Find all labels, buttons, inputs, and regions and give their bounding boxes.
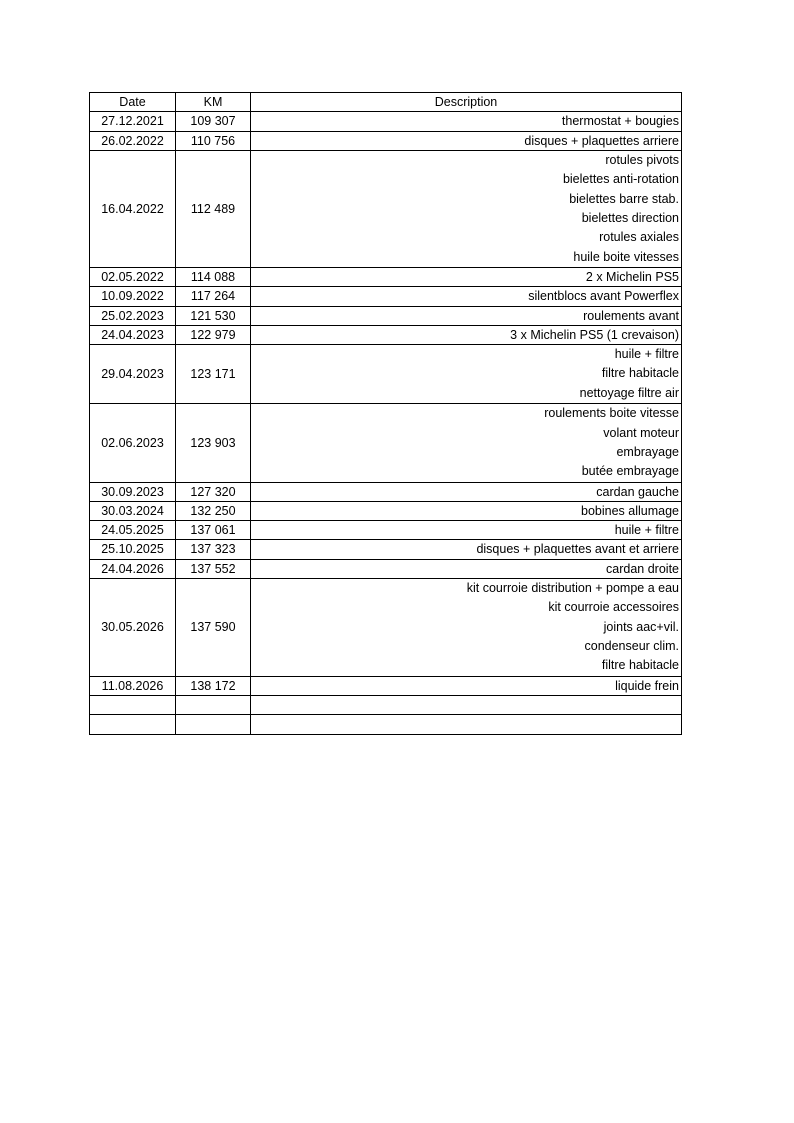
row-km: 109 307 [176,112,251,131]
row-description [251,345,682,404]
description-line: filtre habitacle [601,658,679,673]
row-km: 112 489 [176,150,251,267]
table-row [90,287,682,306]
table-row [90,715,682,734]
table-row [90,345,682,404]
table-body [90,112,682,734]
row-date: 24.04.2023 [90,325,176,344]
table-row [90,676,682,695]
row-km [176,715,251,734]
row-date: 25.10.2025 [90,540,176,559]
row-date: 26.02.2022 [90,131,176,150]
description-line: butée embrayage [581,464,679,479]
row-date: 30.09.2023 [90,482,176,501]
row-description: cardan droite [251,559,682,578]
row-km: 137 323 [176,540,251,559]
row-date: 24.05.2025 [90,521,176,540]
row-date: 30.05.2026 [90,579,176,677]
row-date: 30.03.2024 [90,501,176,520]
description-line: huile boite vitesses [573,249,679,264]
row-description [251,715,682,734]
row-date: 10.09.2022 [90,287,176,306]
row-description: liquide frein [251,676,682,695]
description-line: huile + filtre [614,347,679,362]
description-line: rotules axiales [599,230,679,245]
row-km: 110 756 [176,131,251,150]
table-row [90,696,682,715]
row-description [251,404,682,482]
description-line: roulements boite vitesse [544,406,679,421]
table-row [90,306,682,325]
row-km: 137 061 [176,521,251,540]
description-line: nettoyage filtre air [579,385,679,400]
row-date: 27.12.2021 [90,112,176,131]
table-row [90,267,682,286]
description-line: embrayage [616,444,679,459]
row-date: 29.04.2023 [90,345,176,404]
table-row [90,579,682,677]
description-line: bielettes barre stab. [569,191,679,206]
row-description [251,579,682,677]
row-km: 123 903 [176,404,251,482]
description-line: kit courroie accessoires [548,600,679,615]
row-km: 137 590 [176,579,251,677]
row-date: 11.08.2026 [90,676,176,695]
table-row [90,112,682,131]
description-line: kit courroie distribution + pompe a eau [466,581,679,596]
description-line: rotules pivots [605,152,679,167]
table-row [90,404,682,482]
row-km: 123 171 [176,345,251,404]
table-header-row [90,93,682,112]
table-row [90,501,682,520]
row-description: huile + filtre [251,521,682,540]
row-km: 117 264 [176,287,251,306]
row-description: disques + plaquettes arriere [251,131,682,150]
row-description: disques + plaquettes avant et arriere [251,540,682,559]
description-line: bielettes anti-rotation [562,172,679,187]
km-column-header: KM [176,93,251,112]
row-description: 3 x Michelin PS5 (1 crevaison) [251,325,682,344]
row-km: 127 320 [176,482,251,501]
row-description: roulements avant [251,306,682,325]
description-line: bielettes direction [581,210,679,225]
row-description [251,150,682,267]
description-line: condenseur clim. [584,639,679,654]
row-km: 114 088 [176,267,251,286]
row-date: 25.02.2023 [90,306,176,325]
date-column-header: Date [90,93,176,112]
row-km: 138 172 [176,676,251,695]
maintenance-log-table [89,92,682,735]
table-row [90,559,682,578]
table-row [90,482,682,501]
row-date: 16.04.2022 [90,150,176,267]
row-date [90,715,176,734]
row-description: cardan gauche [251,482,682,501]
row-km: 122 979 [176,325,251,344]
row-date: 02.05.2022 [90,267,176,286]
row-description: thermostat + bougies [251,112,682,131]
row-km: 132 250 [176,501,251,520]
row-date [90,696,176,715]
row-date: 02.06.2023 [90,404,176,482]
description-line: filtre habitacle [601,366,679,381]
table-row [90,325,682,344]
description-line: joints aac+vil. [603,619,679,634]
table-row [90,150,682,267]
row-km: 121 530 [176,306,251,325]
row-km: 137 552 [176,559,251,578]
table-row [90,540,682,559]
row-description: bobines allumage [251,501,682,520]
description-line: volant moteur [603,425,679,440]
row-km [176,696,251,715]
row-description: 2 x Michelin PS5 [251,267,682,286]
table-row [90,521,682,540]
row-description: silentblocs avant Powerflex [251,287,682,306]
table-row [90,131,682,150]
row-date: 24.04.2026 [90,559,176,578]
row-description [251,696,682,715]
description-column-header: Description [251,93,682,112]
